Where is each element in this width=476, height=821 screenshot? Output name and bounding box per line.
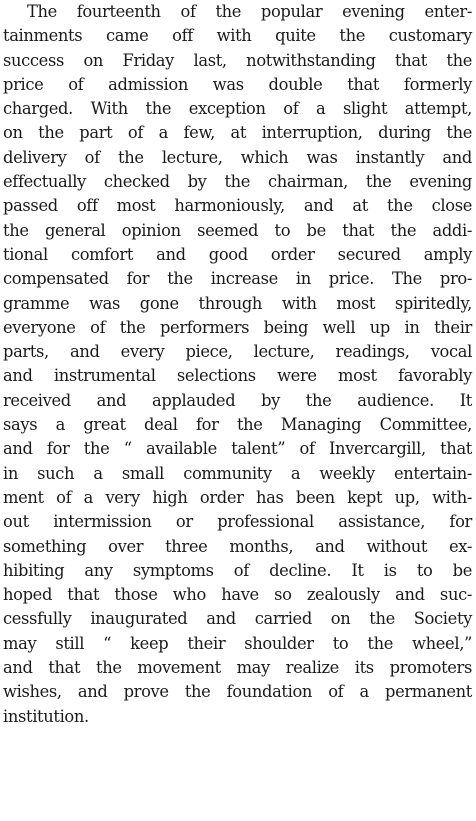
text-line: success on Friday last, notwithstanding that the	[3, 50, 472, 70]
text-line: says a great deal for the Managing Committee,	[3, 415, 472, 435]
text-line: hibiting any symptoms of decline. It is to be	[3, 560, 472, 580]
text-line: ment of a very high order has been kept up, with-	[3, 487, 472, 507]
text-line: tainments came off with quite the customary	[3, 26, 472, 46]
text-line: hoped that those who have so zealously and suc-	[3, 585, 472, 605]
text-line: cessfully inaugurated and carried on the Society	[3, 609, 472, 629]
text-line: The fourteenth of the popular evening enter-	[27, 2, 472, 21]
text-line: parts, and every piece, lecture, readings, vocal	[3, 342, 472, 362]
text-line: charged. With the exception of a slight attempt,	[3, 99, 472, 119]
text-line: compensated for the increase in price. The pro-	[3, 269, 472, 289]
text-line: in such a small community a weekly entertain-	[3, 463, 472, 483]
text-line: on the part of a few, at interruption, during the	[3, 123, 472, 143]
article-paragraph	[3, 0, 472, 729]
text-line: may still “ keep their shoulder to the wheel,”	[3, 633, 472, 653]
text-line: institution.	[3, 706, 89, 726]
text-line: and that the movement may realize its promoters	[3, 658, 472, 678]
text-line: wishes, and prove the foundation of a permanent	[3, 682, 472, 702]
text-line: passed off most harmoniously, and at the close	[3, 196, 472, 216]
text-line: received and applauded by the audience. It	[3, 390, 472, 410]
text-line: out intermission or professional assistance, for	[3, 512, 472, 532]
text-line: everyone of the performers being well up in their	[3, 317, 472, 337]
text-line: price of admission was double that formerly	[3, 74, 472, 94]
text-line: and for the “ available talent” of Invercargill, that	[3, 439, 472, 459]
text-line: delivery of the lecture, which was instantly and	[3, 147, 472, 167]
text-line: something over three months, and without ex-	[3, 536, 472, 556]
text-line: the general opinion seemed to be that the addi-	[3, 220, 472, 240]
text-line: gramme was gone through with most spiritedly,	[3, 293, 472, 313]
text-line: and instrumental selections were most favorably	[3, 366, 472, 386]
text-line: tional comfort and good order secured amply	[3, 244, 472, 264]
text-line: effectually checked by the chairman, the evening	[3, 172, 472, 192]
